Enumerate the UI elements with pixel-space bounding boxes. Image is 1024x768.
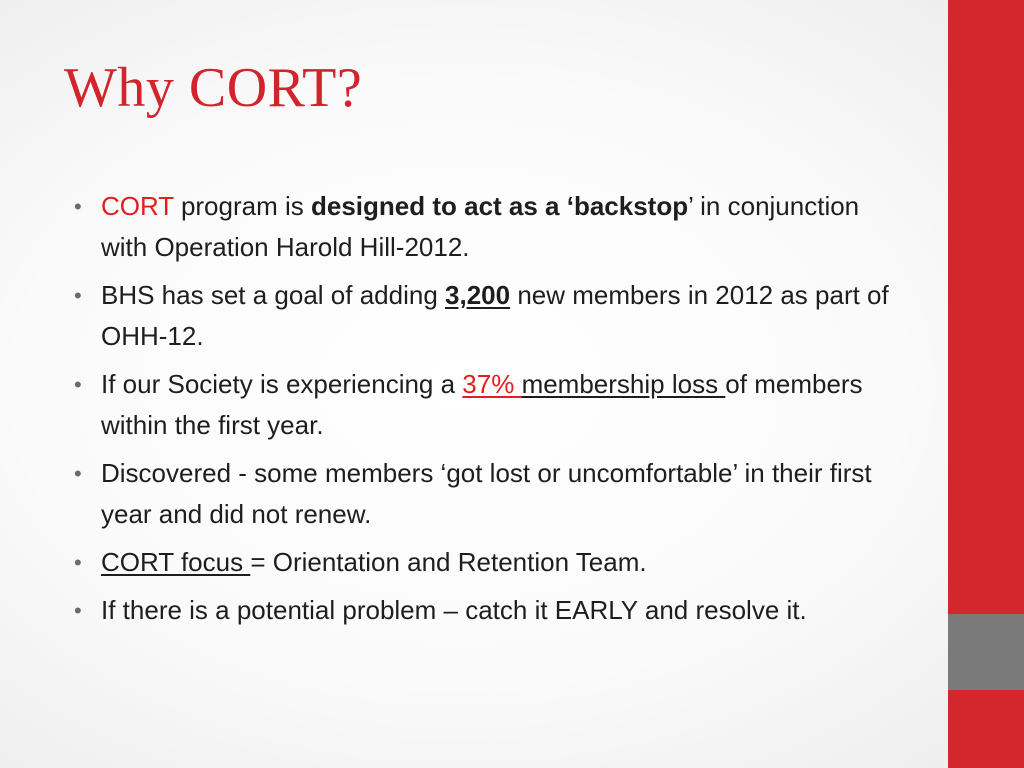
- bullet-item: [72, 186, 892, 268]
- bullet-marker: •: [74, 283, 82, 308]
- bullet-text: ’ in conjunction with Operation Harold Hill-2012.: [101, 191, 860, 262]
- bullet-text: new members in 2012 as part of OHH-12.: [101, 280, 889, 351]
- bullet-marker: •: [74, 461, 82, 486]
- loss-phrase: membership loss: [521, 369, 726, 399]
- bold-phrase: designed to act as a ‘backstop: [310, 191, 689, 221]
- bullet-item: [72, 590, 892, 631]
- bullet-list: [72, 186, 892, 638]
- bullet-text: If there is a potential problem – catch it EARLY and resolve it.: [101, 595, 807, 625]
- sidebar-red-top: [948, 0, 1024, 614]
- bullet-marker: •: [74, 194, 82, 219]
- bullet-text: of members within the first year.: [101, 369, 863, 440]
- sidebar-gray-block: [948, 614, 1024, 690]
- bullet-marker: •: [74, 550, 82, 575]
- bullet-item: [72, 453, 892, 535]
- bullet-marker: •: [74, 598, 82, 623]
- bullet-item: [72, 542, 892, 583]
- bullet-text: = Orientation and Retention Team.: [250, 547, 647, 577]
- goal-number: 3,200: [445, 280, 511, 310]
- bullet-item: [72, 275, 892, 357]
- sidebar-red-bottom: [948, 690, 1024, 768]
- bullet-marker: •: [74, 372, 82, 397]
- bullet-text: If our Society is experiencing a: [101, 369, 463, 399]
- cort-highlight: CORT: [101, 191, 174, 221]
- bullet-text: Discovered - some members ‘got lost or uncomfortable’ in their first year and did not renew.: [101, 458, 872, 529]
- cort-focus: CORT focus: [101, 547, 251, 577]
- sidebar-accent: [948, 0, 1024, 768]
- slide-title: Why CORT?: [64, 57, 363, 119]
- bullet-text: program is: [173, 191, 311, 221]
- loss-percent: 37%: [462, 369, 522, 399]
- bullet-text: BHS has set a goal of adding: [101, 280, 446, 310]
- bullet-item: [72, 364, 892, 446]
